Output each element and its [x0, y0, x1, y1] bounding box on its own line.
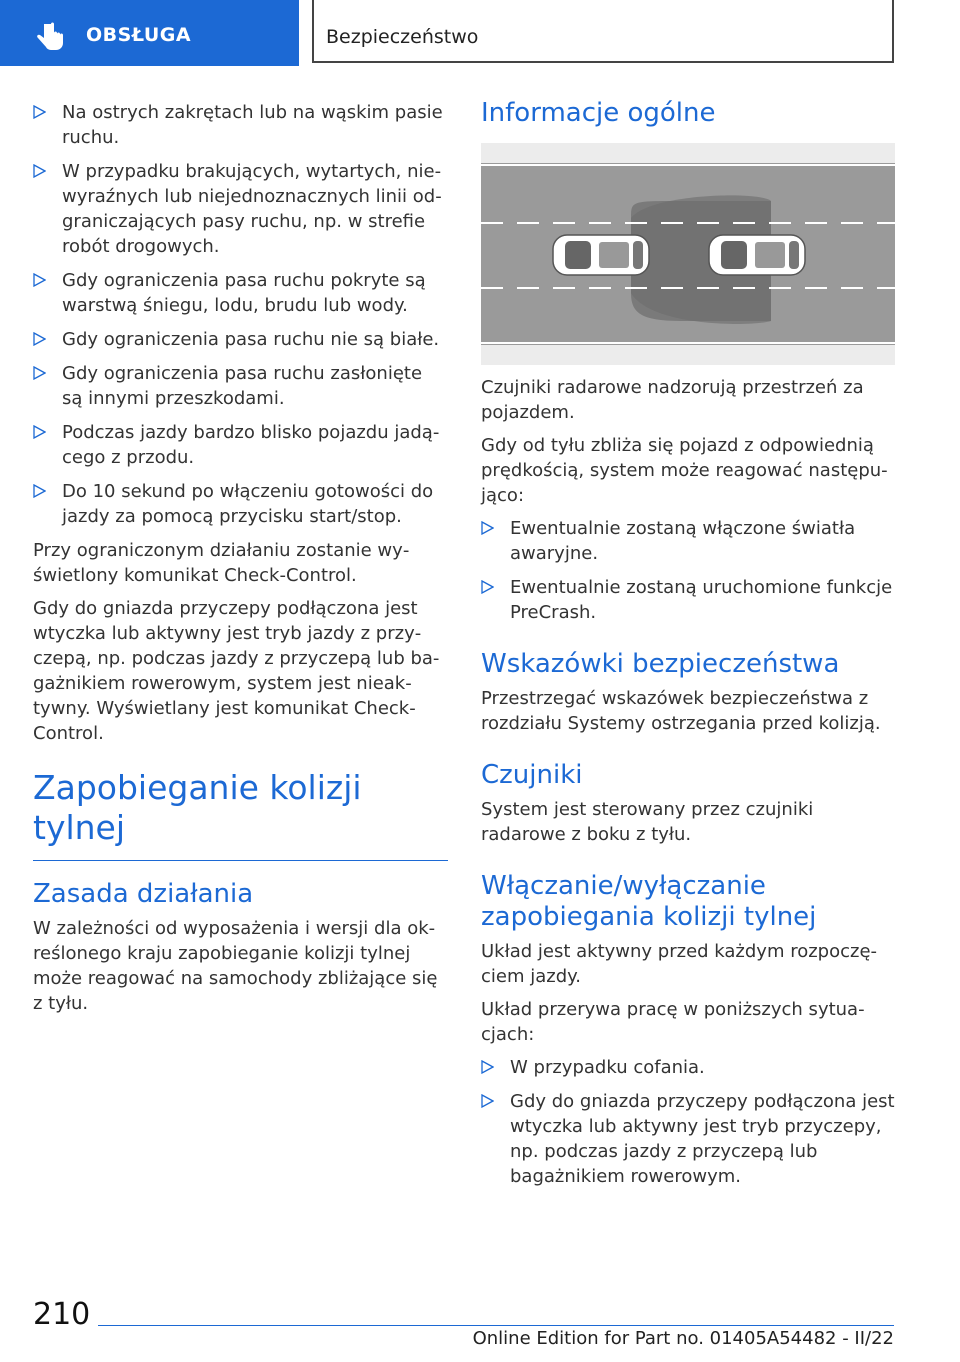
list-item-text: W przypadku cofania. [510, 1057, 705, 1078]
list-item [481, 1089, 896, 1189]
safety-text: Przestrzegać wskazówek bezpieczeństwa z rozdziału Systemy ostrzegania przed kolizją. [481, 688, 881, 734]
principle-text: W zależności od wyposażenia i wersji dla określonego kraju zapobieganie kolizji tylnej może reagować na samochody zbliżające się z tyłu. [33, 918, 438, 1014]
subsection-heading: Zasada działania [33, 879, 254, 909]
onoff-text-1: Układ jest aktywny przed każdym rozpoczęciem jazdy. [481, 941, 878, 987]
list-item-text: Do 10 sekund po włączeniu gotowości do jazdy za pomocą przycisku start/stop. [62, 481, 434, 527]
hand-pointer-icon [33, 22, 67, 54]
section-tab-label: OBSŁUGA [86, 24, 192, 46]
chapter-title: Bezpieczeństwo [326, 26, 479, 48]
sensors-text: System jest sterowany przez czujniki radarowe z boku z tyłu. [481, 799, 814, 845]
triangle-bullet-icon [481, 1094, 494, 1108]
edition-note: Online Edition for Part no. 01405A54482 - II/22 [472, 1328, 894, 1349]
right-column [481, 98, 896, 1198]
subsection-heading: Informacje ogólne [481, 98, 716, 128]
heading-divider [33, 860, 448, 861]
rear-collision-illustration [481, 143, 895, 365]
front-car-icon [709, 235, 805, 275]
list-item [481, 575, 896, 625]
triangle-bullet-icon [481, 1060, 494, 1074]
list-item [481, 516, 896, 566]
list-item-text: Na ostrych zakrętach lub na wąskim pasie ruchu. [62, 102, 443, 148]
onoff-text-2: Układ przerywa pracę w poniższych sytuacjach: [481, 999, 865, 1045]
list-item-text: Gdy do gniazda przyczepy podłączona jest wtyczka lub aktywny jest tryb przyczepy, np. podczas jazdy z przyczepą lub bagażnikiem rowerowym. [510, 1091, 895, 1187]
chapter-header [312, 0, 894, 63]
list-item [481, 1055, 896, 1080]
radar-text: Czujniki radarowe nadzorują przestrzeń za pojazdem. [481, 377, 864, 423]
list-item-text: Ewentualnie zostaną włączone światła awaryjne. [510, 518, 856, 564]
interrupt-list [481, 1055, 896, 1189]
list-item [33, 100, 448, 150]
section-tab [0, 0, 299, 66]
reaction-list [481, 516, 896, 625]
subsection-heading: Wskazówki bezpieczeństwa [481, 649, 840, 679]
list-item-text: Podczas jazdy bardzo blisko pojazdu jadącego z przodu. [62, 422, 440, 468]
list-item [33, 159, 448, 259]
triangle-bullet-icon [481, 521, 494, 535]
subsection-heading: Czujniki [481, 760, 583, 790]
road-diagram [481, 143, 895, 365]
section-heading: Zapobieganie kolizji tylnej [33, 768, 362, 847]
triangle-bullet-icon [33, 164, 46, 178]
triangle-bullet-icon [33, 366, 46, 380]
list-item [33, 268, 448, 318]
list-item [33, 479, 448, 529]
triangle-bullet-icon [33, 332, 46, 346]
approach-text: Gdy od tyłu zbliża się pojazd z odpowiednią prędkością, system może reagować następująco: [481, 435, 888, 506]
left-column [33, 100, 448, 1024]
rear-car-icon [553, 235, 649, 275]
list-item-text: Gdy ograniczenia pasa ruchu zasłonięte są innymi przeszkodami. [62, 363, 423, 409]
list-item-text: Gdy ograniczenia pasa ruchu pokryte są warstwą śniegu, lodu, brudu lub wody. [62, 270, 426, 316]
triangle-bullet-icon [33, 273, 46, 287]
triangle-bullet-icon [481, 580, 494, 594]
triangle-bullet-icon [33, 484, 46, 498]
check-control-note: Przy ograniczonym działaniu zostanie wyświetlony komunikat Check-Control. [33, 540, 410, 586]
list-item [33, 361, 448, 411]
limitations-list [33, 100, 448, 529]
page-number: 210 [33, 1297, 91, 1332]
footer-divider [98, 1325, 894, 1326]
list-item [33, 420, 448, 470]
list-item-text: W przypadku brakujących, wytartych, niewyraźnych lub niejednoznacznych linii odgraniczających pasy ruchu, np. w strefie robót drogowych. [62, 161, 442, 257]
list-item-text: Gdy ograniczenia pasa ruchu nie są białe. [62, 329, 440, 350]
triangle-bullet-icon [33, 425, 46, 439]
trailer-note: Gdy do gniazda przyczepy podłączona jest wtyczka lub aktywny jest tryb jazdy z przyczepą, np. podczas jazdy z przyczepą lub bagażnikiem rowerowym, system jest nieaktywny. Wyświetlany jest komunikat Check-Control. [33, 598, 440, 744]
list-item [33, 327, 448, 352]
subsection-heading: Włączanie/wyłączanie zapobiegania kolizji tylnej [481, 871, 817, 932]
triangle-bullet-icon [33, 105, 46, 119]
list-item-text: Ewentualnie zostaną uruchomione funkcje PreCrash. [510, 577, 893, 623]
